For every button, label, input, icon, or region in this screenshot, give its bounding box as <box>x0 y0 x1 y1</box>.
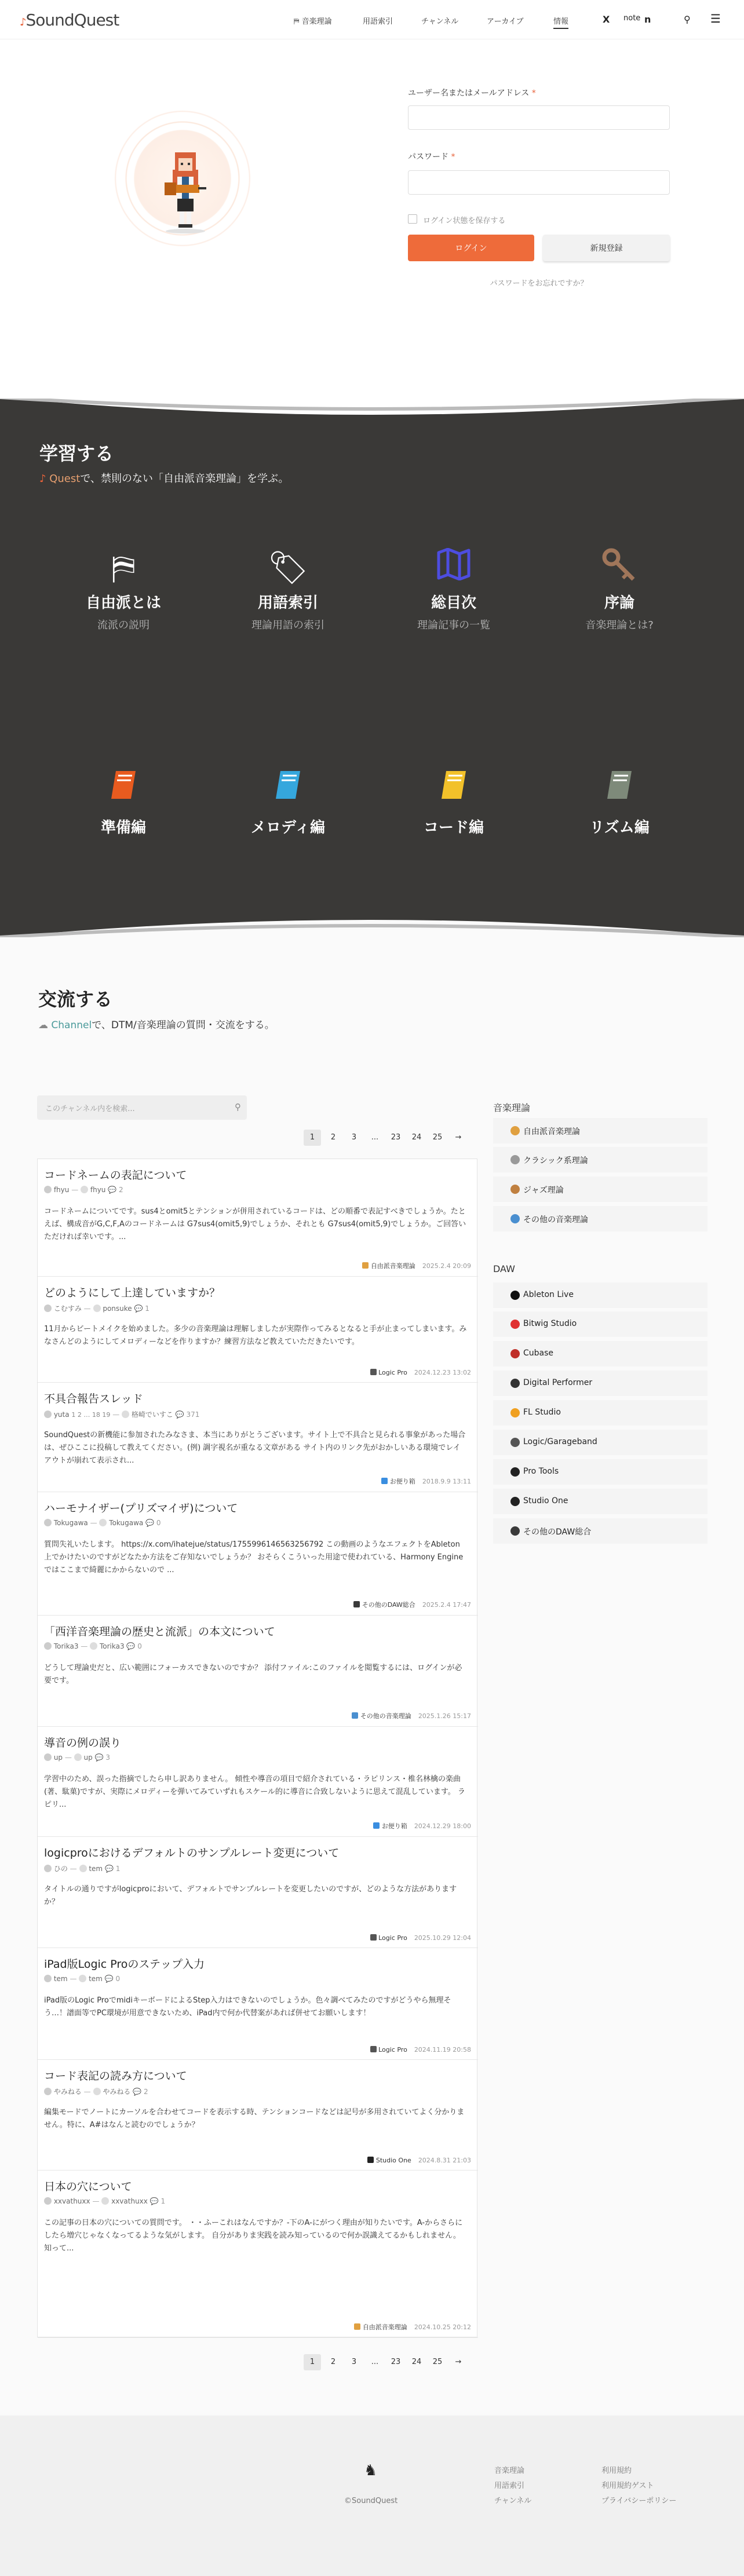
post-footer <box>362 1261 471 1270</box>
list-item[interactable] <box>38 1492 478 1616</box>
post-date: 2024.11.19 20:58 <box>414 2046 471 2054</box>
post-excerpt: 学習中のため、誤った指摘でしたら申し訳ありません。 傾性や導音の項目で紹介されている・ラピリンス・椎名林檎の楽曲(著、駄菓)ですが、実際にメロディーを弾いてみていずれもスケール的に導音に合致しないように思えて混乱しています。 ラピリ... <box>44 1775 465 1809</box>
avatar <box>93 1305 101 1312</box>
card-sub: 理論用語の索引 <box>251 619 324 631</box>
post-date: 2025.2.4 20:09 <box>422 1262 471 1270</box>
sidebar-item-label: その他の音楽理論 <box>523 1215 588 1225</box>
post-category[interactable]: Logic Pro <box>378 1934 407 1942</box>
book-icon <box>65 769 181 810</box>
post-count: 0 <box>156 1519 161 1527</box>
post-title[interactable]: どのようにして上達していますか？ <box>44 1287 221 1299</box>
sidebar-item-label: Logic/Garageband <box>523 1437 597 1446</box>
book-title: コード編 <box>423 819 484 836</box>
key-icon <box>561 548 677 589</box>
avatar <box>44 1305 52 1312</box>
page-link[interactable]: 25 <box>432 2358 443 2366</box>
post-last-reply[interactable]: Tokugawa <box>109 1519 144 1527</box>
menu-icon[interactable]: ☰ <box>710 12 721 25</box>
password-label: パスワード * <box>408 152 455 162</box>
post-author[interactable]: Torika3 <box>53 1642 79 1650</box>
avatar <box>44 1865 52 1872</box>
avatar <box>79 1865 87 1872</box>
post-count: 1 <box>161 2197 166 2205</box>
nav-archive[interactable]: アーカイブ <box>487 17 524 26</box>
avatar <box>81 1186 88 1193</box>
card-sub: 流派の説明 <box>97 619 149 631</box>
signpost-icon: ⛿ <box>294 17 300 26</box>
post-count: 1 <box>115 1865 121 1873</box>
sidebar-item-label: Digital Performer <box>523 1378 593 1387</box>
comment-icon: 💬 <box>104 1865 114 1873</box>
post-last-reply[interactable]: up <box>83 1753 93 1762</box>
footer-copyright: ©SoundQuest <box>344 2497 398 2505</box>
comment-icon: 💬 <box>104 1975 114 1983</box>
password-input[interactable] <box>408 170 670 195</box>
sidebar-item-label: FL Studio <box>523 1408 561 1417</box>
avatar <box>99 1519 107 1526</box>
post-excerpt: SoundQuestの新機能に参加されたみなさま、本当にありがとうございます。サイト上で不具合と見られる事象があった場合は、ぜひここに投稿して教えてください。(例) 調字視名が重なる文章がある サイト内のリンク先がおかしいある環境でレイアウトが崩れて表示され... <box>44 1431 466 1465</box>
post-list <box>37 1159 477 2337</box>
post-footer <box>370 2046 471 2054</box>
post-title[interactable]: 不具合報告スレッド <box>44 1393 143 1405</box>
post-title[interactable]: logicproにおけるデフォルトのサンプルレート変更について <box>44 1847 340 1859</box>
post-date: 2025.1.26 15:17 <box>418 1712 471 1720</box>
sidebar-item-theory[interactable] <box>493 1206 707 1232</box>
category-icon <box>370 2046 377 2052</box>
avatar <box>44 1186 52 1193</box>
learn-section <box>0 399 744 937</box>
post-category[interactable]: 自由派音楽理論 <box>362 2323 407 2331</box>
post-title[interactable]: コードネームの表記について <box>44 1169 187 1182</box>
page-link[interactable]: 1 <box>304 1130 321 1146</box>
pixel-girl-guitar-image <box>162 147 209 233</box>
post-title[interactable]: iPad版Logic Proのステップ入力 <box>44 1958 205 1971</box>
learn-title: 学習する <box>39 443 114 465</box>
post-last-reply[interactable]: tem <box>89 1975 103 1983</box>
site-footer <box>0 2416 744 2576</box>
post-title[interactable]: コード表記の読み方について <box>44 2070 187 2082</box>
post-excerpt: 11月からビートメイクを始めました。多少の音楽理論は理解しましたが実際作ってみるとなると手が止まってしまいます。みなさんどのようにしてメロディーなどを作りますか？練習方法など教えていただきたいです。 <box>44 1325 467 1346</box>
page-next[interactable]: → <box>455 1133 462 1142</box>
post-footer <box>367 2157 471 2164</box>
sidebar-item-daw[interactable] <box>493 1311 707 1337</box>
footer-logo-icon: ♞ <box>364 2462 378 2479</box>
post-author[interactable]: やみねる <box>53 2088 82 2096</box>
avatar <box>122 1411 129 1418</box>
n-icon[interactable]: n <box>644 14 651 25</box>
comment-icon: 💬 <box>145 1519 155 1527</box>
post-title[interactable]: ハーモナイザー(プリズマイザ)について <box>44 1502 238 1515</box>
daw-logo-icon <box>510 1320 520 1329</box>
daw-logo-icon <box>510 1408 520 1417</box>
forgot-password-link[interactable]: パスワードをお忘れですか？ <box>490 279 588 288</box>
post-author[interactable]: こむすみ <box>53 1305 82 1313</box>
search-icon: ⚲ <box>235 1102 241 1112</box>
post-count: 2 <box>143 2088 148 2096</box>
register-button[interactable]: 新規登録 <box>543 235 670 261</box>
post-title[interactable]: 導音の例の誤り <box>44 1737 122 1749</box>
daw-logo-icon <box>510 1467 520 1477</box>
tags-icon: 🏷 <box>267 549 309 587</box>
card-index[interactable] <box>396 548 512 632</box>
sidebar-item-daw[interactable] <box>493 1518 707 1544</box>
category-icon <box>510 1155 520 1164</box>
category-icon <box>510 1185 520 1194</box>
list-item[interactable] <box>38 1727 478 1837</box>
book-title: メロディ編 <box>251 819 325 836</box>
post-meta: やみねる — やみねる 💬 2 <box>44 2087 148 2096</box>
list-item[interactable] <box>38 1616 478 1727</box>
post-meta: up — up 💬 3 <box>44 1753 110 1762</box>
post-meta: Torika3 — Torika3 💬 0 <box>44 1642 142 1650</box>
sidebar-item-daw[interactable] <box>493 1400 707 1426</box>
pager-top <box>304 1130 467 1146</box>
sidebar-item-label: ジャズ理論 <box>523 1186 564 1195</box>
post-date: 2024.12.23 13:02 <box>414 1369 471 1376</box>
channel-search-input[interactable]: このチャンネル内を検索... ⚲ <box>37 1095 247 1120</box>
daw-logo-icon <box>510 1379 520 1388</box>
post-date: 2025.2.4 17:47 <box>422 1601 471 1609</box>
category-icon <box>510 1126 520 1135</box>
post-date: 2024.8.31 21:03 <box>418 2157 471 2164</box>
signpost-icon: ⛿ <box>111 549 136 587</box>
category-icon <box>373 1822 380 1829</box>
post-meta: xxvathuxx — xxvathuxx 💬 1 <box>44 2197 165 2205</box>
page-link[interactable]: 23 <box>391 1133 401 1142</box>
card-glossary[interactable] <box>230 548 346 632</box>
daw-logo-icon <box>510 1438 520 1447</box>
sidebar-item-theory[interactable] <box>493 1147 707 1172</box>
footer-link[interactable]: 利用規約ゲスト <box>601 2482 654 2490</box>
post-count: 371 <box>186 1411 200 1419</box>
username-input[interactable] <box>408 105 670 130</box>
page-link[interactable]: 2 <box>330 1133 336 1142</box>
x-icon[interactable]: X <box>603 14 610 25</box>
avatar <box>44 1519 52 1526</box>
sidebar-theory-heading: 音楽理論 <box>493 1102 531 1113</box>
post-category[interactable]: その他のDAW総合 <box>362 1601 415 1609</box>
book-title: 準備編 <box>100 819 146 836</box>
category-icon <box>354 2323 360 2330</box>
page-next[interactable]: → <box>455 2358 462 2366</box>
post-author[interactable]: yuta <box>53 1411 70 1419</box>
post-footer <box>373 1821 471 1830</box>
category-icon <box>370 1369 377 1375</box>
page-ellipsis: ... <box>371 1133 379 1142</box>
card-intro[interactable] <box>561 548 677 632</box>
sidebar-item-label: Pro Tools <box>523 1467 559 1476</box>
card-jiyuha[interactable] <box>65 548 181 632</box>
post-meta: ひの — tem 💬 1 <box>44 1864 120 1873</box>
post-last-reply[interactable]: やみねる <box>103 2088 131 2096</box>
category-icon <box>353 1601 360 1607</box>
site-header <box>0 0 744 39</box>
book-icon <box>396 769 512 810</box>
hero-avatar-circle <box>107 103 258 254</box>
page-link[interactable]: 24 <box>411 2358 422 2366</box>
post-meta: fhyu — fhyu 💬 2 <box>44 1186 123 1194</box>
post-pages[interactable]: 1 2 … 18 19 <box>71 1411 111 1419</box>
post-excerpt: タイトルの通りですがlogicproにおいて、デフォルトでサンプルレートを変更したいのですが、どのような方法がありますか？ <box>44 1885 457 1906</box>
avatar <box>44 1753 52 1761</box>
book-icon <box>230 769 346 810</box>
post-category[interactable]: Logic Pro <box>378 1369 407 1376</box>
exchange-subtitle: ☁ Channelで、DTM/音楽理論の質問・交流をする。 <box>38 1020 275 1031</box>
comment-icon: 💬 <box>133 2088 142 2096</box>
post-last-reply[interactable]: xxvathuxx <box>111 2197 148 2205</box>
footer-link[interactable]: 用語索引 <box>494 2482 525 2490</box>
post-meta: yuta 1 2 … 18 19 — 格崎でいすこ 💬 371 <box>44 1409 199 1419</box>
book-title: リズム編 <box>589 819 650 836</box>
post-count: 1 <box>145 1305 149 1313</box>
post-footer <box>381 1477 471 1486</box>
sidebar-daw-heading: DAW <box>493 1263 515 1274</box>
post-author[interactable]: Tokugawa <box>53 1519 88 1527</box>
card-sub: 音楽理論とは? <box>585 619 654 631</box>
post-last-reply[interactable]: 格崎でいすこ <box>131 1411 173 1419</box>
post-last-reply[interactable]: fhyu <box>90 1186 106 1194</box>
avatar <box>101 2197 109 2205</box>
avatar <box>79 1975 86 1982</box>
page-link[interactable]: 24 <box>411 1133 422 1142</box>
nav-glossary[interactable]: 用語索引 <box>363 17 393 26</box>
book-prep[interactable] <box>65 769 181 837</box>
avatar <box>44 2197 52 2205</box>
post-count: 3 <box>105 1753 111 1762</box>
page-link[interactable]: 25 <box>432 1133 443 1142</box>
post-author[interactable]: xxvathuxx <box>53 2197 90 2205</box>
list-item[interactable] <box>38 1948 478 2060</box>
site-logo[interactable]: ♪SoundQuest <box>20 10 119 30</box>
exchange-title: 交流する <box>38 988 113 1010</box>
comment-icon: 💬 <box>149 2197 159 2205</box>
post-footer <box>353 1600 471 1609</box>
post-author[interactable]: up <box>53 1753 63 1762</box>
post-footer <box>370 1369 471 1376</box>
login-button[interactable]: ログイン <box>408 235 534 261</box>
post-category[interactable]: 自由派音楽理論 <box>370 1262 415 1270</box>
daw-logo-icon <box>510 1526 520 1536</box>
daw-logo-icon <box>510 1291 520 1300</box>
post-category[interactable]: Studio One <box>375 2157 411 2164</box>
post-date: 2024.12.29 18:00 <box>414 1822 471 1830</box>
search-icon[interactable]: ⚲ <box>684 14 691 25</box>
book-melody[interactable] <box>230 769 346 837</box>
book-chord[interactable] <box>396 769 512 837</box>
category-icon <box>381 1478 388 1484</box>
post-author[interactable]: fhyu <box>53 1186 70 1194</box>
post-count: 0 <box>115 1975 121 1983</box>
sidebar-item-label: Studio One <box>523 1496 568 1506</box>
map-icon <box>396 548 512 589</box>
page-link[interactable]: 23 <box>391 2358 401 2366</box>
category-icon <box>510 1214 520 1223</box>
post-footer <box>370 1934 471 1942</box>
category-icon <box>362 1262 369 1269</box>
avatar <box>44 1411 52 1418</box>
post-count: 2 <box>119 1186 123 1194</box>
post-category[interactable]: お便り箱 <box>381 1822 407 1830</box>
comment-icon: 💬 <box>126 1642 136 1650</box>
wave-divider-top <box>0 399 744 432</box>
remember-label: ログイン状態を保存する <box>423 217 506 225</box>
post-footer <box>354 2322 471 2332</box>
post-meta: Tokugawa — Tokugawa 💬 0 <box>44 1519 161 1527</box>
post-meta: こむすみ — ponsuke 💬 1 <box>44 1303 149 1313</box>
book-rhythm[interactable] <box>561 769 677 837</box>
post-category[interactable]: お便り箱 <box>389 1478 415 1485</box>
remember-checkbox[interactable] <box>408 214 417 224</box>
post-excerpt: 編集モードでノートにカーソルを合わせてコードを表示する時、テンションコードなどは記号が多用されていてよく分かりません。特に、A#はなんと読むのでしょうか？ <box>44 2108 465 2129</box>
post-count: 0 <box>137 1642 142 1650</box>
card-title: 用語索引 <box>257 594 318 612</box>
comment-icon: 💬 <box>175 1411 184 1419</box>
username-label: ユーザー名またはメールアドレス * <box>408 89 536 98</box>
post-excerpt: 質問失礼いたします。 https://x.com/ihatejue/status/1755996146563256792 この動画のようなエフェクトをAbleton上でかけたいのですがどなたか方法をご存知ないでしょうか？ おそらくこういった用途で使われている、Harmony Engineではここまで綺麗にかからないので ... <box>44 1540 464 1574</box>
list-item[interactable] <box>38 2060 478 2171</box>
list-item[interactable] <box>38 1277 478 1383</box>
sidebar-item-daw[interactable] <box>493 1341 707 1366</box>
card-title: 自由派とは <box>85 594 161 612</box>
post-category[interactable]: その他の音楽理論 <box>360 1712 411 1720</box>
avatar <box>74 1753 82 1761</box>
sidebar-item-daw[interactable] <box>493 1371 707 1396</box>
avatar <box>93 2088 101 2095</box>
daw-logo-icon <box>510 1349 520 1358</box>
post-excerpt: コードネームについてです。sus4とomit5とテンションが併用されているコードは、どの順番で表記すべきでしょうか。たとえば、構成音がG,C,F,Aのコードネームは G7sus4(omit5,9)でしょうか、それとも G7sus4(omit5,9)でしょうか。ご回答いただければ幸いです。... <box>44 1207 466 1241</box>
post-excerpt: この記事の日本の穴についての質問です。 ・・ふーこれはなんですか？-下のA-にがつく理由が知りたいです。A-からさらにしたら増穴じゃなくなってるような気がします。 自分がありま実践を読み知っているので何か誤識えてるかもしれません。知って... <box>44 2219 463 2253</box>
footer-link[interactable]: 音楽理論 <box>494 2467 525 2475</box>
sidebar-item-label: クラシック系理論 <box>523 1156 588 1165</box>
post-meta: tem — tem 💬 0 <box>44 1975 120 1983</box>
page-link[interactable]: 3 <box>351 2358 357 2366</box>
footer-link[interactable]: チャンネル <box>494 2497 532 2505</box>
sidebar-item-label: 自由派音楽理論 <box>523 1127 580 1137</box>
avatar <box>44 1975 52 1982</box>
post-footer <box>352 1711 471 1720</box>
category-icon <box>367 2157 374 2163</box>
nav-info[interactable]: 情報 <box>553 15 568 29</box>
post-last-reply[interactable]: ponsuke <box>103 1305 132 1313</box>
pager-bottom <box>304 2354 467 2370</box>
sidebar-item-daw[interactable] <box>493 1282 707 1308</box>
avatar <box>44 2088 52 2095</box>
nav-music-theory[interactable]: ⛿ 音楽理論 <box>294 17 332 26</box>
daw-logo-icon <box>510 1497 520 1506</box>
sidebar-item-daw[interactable] <box>493 1459 707 1485</box>
post-date: 2018.9.9 13:11 <box>422 1478 471 1485</box>
sidebar-item-daw[interactable] <box>493 1489 707 1514</box>
avatar <box>90 1642 97 1650</box>
avatar <box>44 1642 52 1650</box>
list-item[interactable] <box>38 1837 478 1948</box>
comment-icon: 💬 <box>94 1753 104 1762</box>
page-link[interactable]: 1 <box>304 2354 321 2370</box>
wave-divider-bottom <box>0 902 744 937</box>
card-sub: 理論記事の一覧 <box>417 619 490 631</box>
sidebar-item-label: Bitwig Studio <box>523 1319 577 1328</box>
post-excerpt: どうして理論史だと、広い範囲にフォーカスできないのですか？ 添付ファイル:このファイルを閲覧するには、ログインが必要です。 <box>44 1664 462 1685</box>
list-item[interactable] <box>38 2171 478 2338</box>
page-ellipsis: ... <box>371 2358 379 2366</box>
learn-subtitle: ♪ Questで、禁則のない「自由派音楽理論」を学ぶ。 <box>39 473 289 485</box>
sidebar-item-daw[interactable] <box>493 1430 707 1455</box>
post-last-reply[interactable]: tem <box>89 1865 103 1873</box>
card-title: 序論 <box>604 594 634 612</box>
list-item[interactable] <box>38 1383 478 1492</box>
post-author[interactable]: tem <box>53 1975 68 1983</box>
category-icon <box>370 1934 377 1941</box>
sidebar-item-label: Ableton Live <box>523 1290 574 1299</box>
note-icon[interactable]: note <box>623 14 641 23</box>
card-title: 総目次 <box>431 594 476 612</box>
nav-channel[interactable]: チャンネル <box>421 17 459 26</box>
list-item[interactable] <box>38 1159 478 1277</box>
post-date: 2025.10.29 12:04 <box>414 1934 471 1942</box>
post-last-reply[interactable]: Torika3 <box>99 1642 125 1650</box>
page-link[interactable]: 3 <box>351 1133 357 1142</box>
comment-icon: 💬 <box>134 1305 143 1313</box>
sidebar-item-theory[interactable] <box>493 1118 707 1143</box>
footer-link[interactable]: 利用規約 <box>601 2467 632 2475</box>
post-title[interactable]: 日本の穴について <box>44 2180 132 2193</box>
sidebar-item-label: Cubase <box>523 1349 554 1358</box>
login-section <box>0 39 744 399</box>
page-link[interactable]: 2 <box>330 2358 336 2366</box>
comment-icon: 💬 <box>108 1186 117 1194</box>
post-date: 2024.10.25 20:12 <box>414 2323 471 2331</box>
category-icon <box>352 1712 358 1719</box>
post-author[interactable]: ひの <box>53 1865 68 1873</box>
book-icon <box>561 769 677 810</box>
post-excerpt: iPad版のLogic ProでmidiキーボードによるStep入力はできないのでしょうか。色々調べてみたのですがどうやら無理そう…！譜面等でPC環境が用意できないため、iPad内で何か代替案があれば併せてお願いします！ <box>44 1996 451 2018</box>
footer-link[interactable]: プライバシーポリシー <box>601 2497 677 2505</box>
post-title[interactable]: 「西洋音楽理論の歴史と流派」の本文について <box>44 1625 275 1638</box>
sidebar-item-label: その他のDAW総合 <box>523 1528 592 1537</box>
sidebar-item-theory[interactable] <box>493 1176 707 1202</box>
post-category[interactable]: Logic Pro <box>378 2046 407 2054</box>
